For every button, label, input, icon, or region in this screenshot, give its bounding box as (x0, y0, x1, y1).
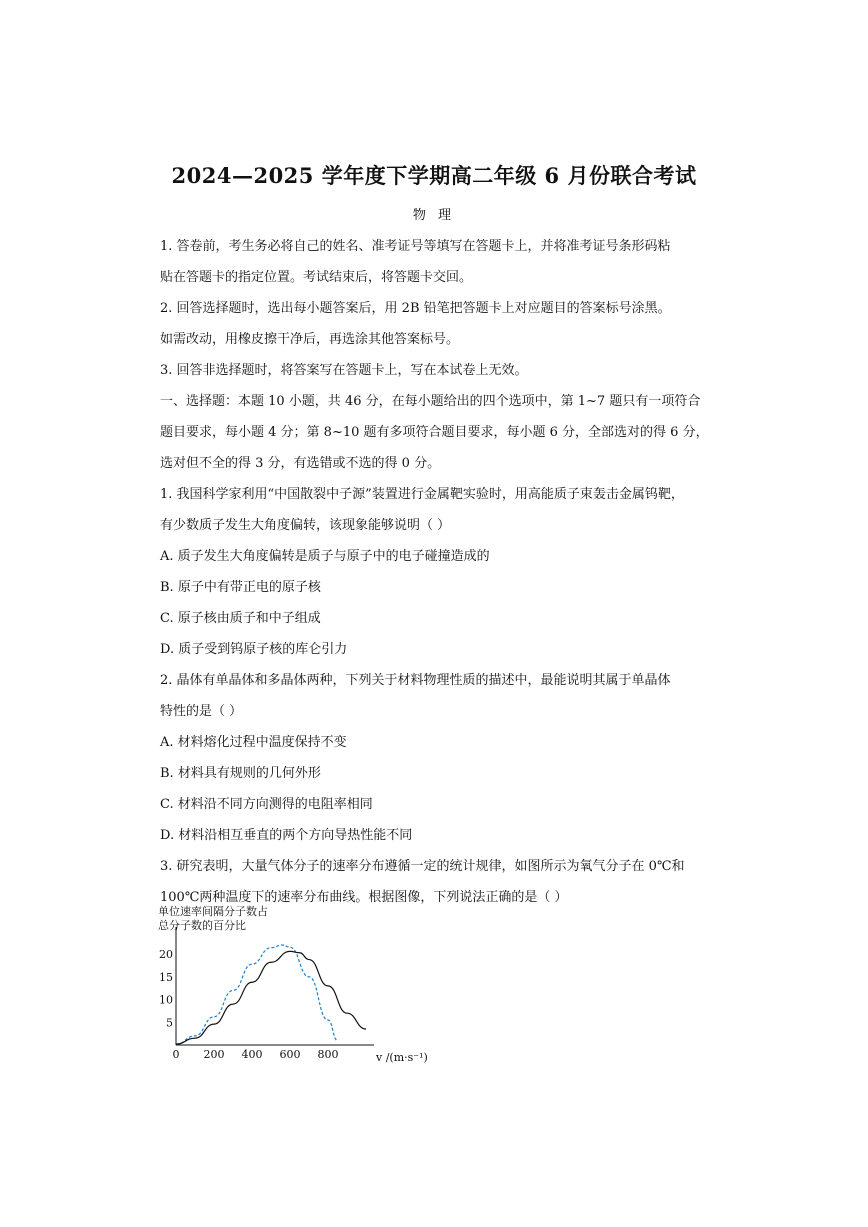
series-line-dashed (176, 945, 338, 1044)
q1-stem: 1. 我国科学家利用“中国散裂中子源”装置进行金属靶实验时，用高能质子束轰击金属钨靶， (160, 487, 684, 502)
instruction-line: 3. 回答非选择题时，将答案写在答题卡上，写在本试卷上无效。 (160, 363, 528, 378)
instruction-line: 如需改动，用橡皮擦干净后，再选涂其他答案标号。 (160, 332, 460, 347)
q1-option-c: C. 原子核由质子和中子组成 (160, 611, 321, 626)
q2-option-c: C. 材料沿不同方向测得的电阻率相同 (160, 797, 373, 812)
x-tick-label: 400 (241, 1048, 263, 1061)
chart-ylabel: 单位速率间隔分子数占总分子数的百分比 (158, 905, 268, 932)
chart-xlabel: v /(m·s⁻¹) (376, 1051, 428, 1064)
section-line: 一、选择题：本题 10 小题，共 46 分，在每小题给出的四个选项中，第 1~7 题只有一项符合 (160, 394, 701, 409)
q2-stem: 特性的是（ ） (160, 704, 243, 719)
distribution-chart (158, 905, 428, 1075)
q3-stem: 3. 研究表明，大量气体分子的速率分布遵循一定的统计规律，如图所示为氧气分子在 0℃和 (160, 859, 685, 874)
x-tick-label: 200 (203, 1048, 225, 1061)
q2-option-a: A. 材料熔化过程中温度保持不变 (160, 735, 347, 750)
subject-label: 物 理 (412, 208, 456, 223)
instruction-line: 2. 回答选择题时，选出每小题答案后，用 2B 铅笔把答题卡上对应题目的答案标号涂黑。 (160, 301, 671, 316)
exam-title: 2024—2025 学年度下学期高二年级 6 月份联合考试 (171, 163, 697, 188)
instruction-line: 贴在答题卡的指定位置。考试结束后，将答题卡交回。 (160, 270, 473, 285)
series-line-solid (176, 951, 366, 1044)
y-tick-label: 10 (159, 993, 173, 1007)
section-line: 题目要求，每小题 4 分；第 8~10 题有多项符合题目要求，每小题 6 分，全部选对的得 6 分， (160, 425, 709, 440)
x-tick-label: 600 (279, 1048, 301, 1061)
q3-stem: 100℃两种温度下的速率分布曲线。根据图像，下列说法正确的是（ ） (160, 890, 568, 905)
x-tick-label: 800 (317, 1048, 339, 1061)
y-tick-label: 20 (159, 948, 173, 962)
q1-option-b: B. 原子中有带正电的原子核 (160, 580, 321, 595)
q2-option-b: B. 材料具有规则的几何外形 (160, 766, 321, 781)
section-line: 选对但不全的得 3 分，有选错或不选的得 0 分。 (160, 456, 441, 471)
q2-option-d: D. 材料沿相互垂直的两个方向导热性能不同 (160, 828, 413, 843)
q1-stem: 有少数质子发生大角度偏转，该现象能够说明（ ） (160, 518, 451, 533)
q1-option-d: D. 质子受到钨原子核的库仑引力 (160, 642, 348, 657)
y-tick-label: 15 (159, 970, 173, 984)
speed-distribution-figure (158, 905, 428, 1075)
x-tick-label: 0 (172, 1048, 180, 1061)
instruction-line: 1. 答卷前，考生务必将自己的姓名、准考证号等填写在答题卡上，并将准考证号条形码粘 (160, 239, 671, 254)
y-tick-label: 5 (166, 1016, 173, 1030)
q1-option-a: A. 质子发生大角度偏转是质子与原子中的电子碰撞造成的 (160, 549, 490, 564)
q2-stem: 2. 晶体有单晶体和多晶体两种，下列关于材料物理性质的描述中，最能说明其属于单晶体 (160, 673, 671, 688)
